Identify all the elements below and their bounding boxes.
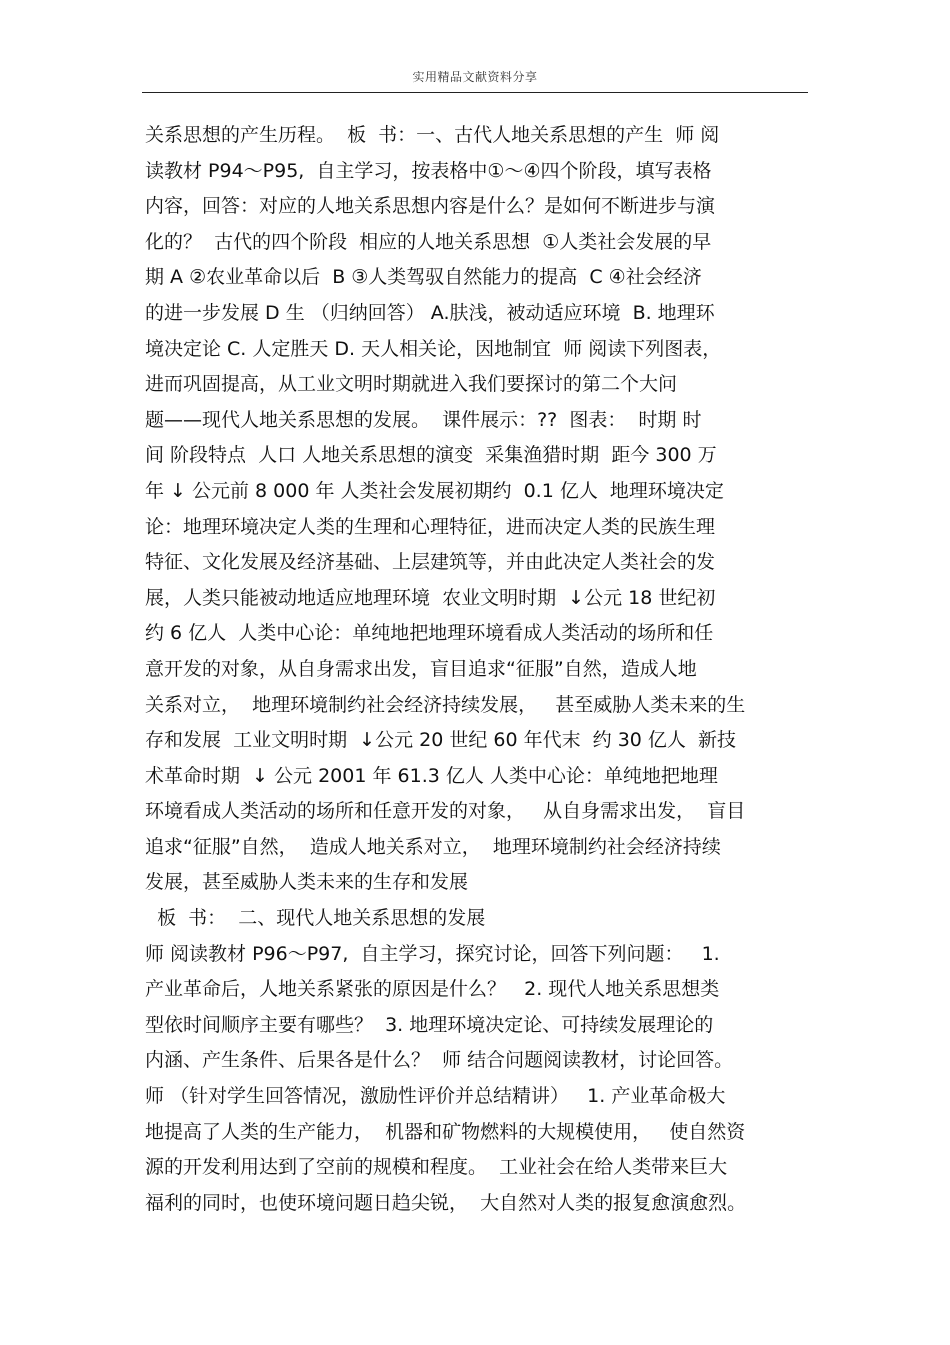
text-line: 产业革命后，人地关系紧张的原因是什么？ 2. 现代人地关系思想类 (145, 978, 720, 1001)
text-line: 关系思想的产生历程。 板 书：一、古代人地关系思想的产生 师 阅 (145, 124, 720, 146)
text-line: 型依时间顺序主要有哪些？ 3. 地理环境决定论、可持续发展理论的 (145, 1013, 714, 1036)
text-line: 地提高了人类的生产能力， 机器和矿物燃料的大规模使用， 使自然资 (145, 1120, 746, 1143)
text-line: 环境看成人类活动的场所和任意开发的对象， 从自身需求出发， 盲目 (145, 800, 746, 823)
text-line: 发展，甚至威胁人类未来的生存和发展 (145, 871, 469, 894)
text-line: 源的开发利用达到了空前的规模和程度。 工业社会在给人类带来巨大 (145, 1156, 728, 1179)
text-line: 追求“征服”自然， 造成人地关系对立， 地理环境制约社会经济持续 (145, 835, 721, 858)
text-line: 展，人类只能被动地适应地理环境 农业文明时期 ↓公元 18 世纪初 (145, 586, 716, 609)
text-line: 关系对立， 地理环境制约社会经济持续发展， 甚至威胁人类未来的生 (145, 693, 746, 716)
text-line: 间 阶段特点 人口 人地关系思想的演变 采集渔猎时期 距今 300 万 (145, 444, 717, 467)
text-line: 年 ↓ 公元前 8 000 年 人类社会发展初期约 0.1 亿人 地理环境决定 (145, 479, 724, 502)
text-line: 境决定论 C. 人定胜天 D. 天人相关论，因地制宜 师 阅读下列图表， (145, 337, 722, 360)
document-body (145, 118, 825, 1221)
text-line: 内容，回答：对应的人地关系思想内容是什么？是如何不断进步与演 (145, 195, 716, 218)
page-header-title: 实用精品文献资料分享 (412, 70, 538, 84)
header-divider (142, 92, 808, 93)
text-line: 师 （针对学生回答情况，激励性评价并总结精讲） 1. 产业革命极大 (145, 1085, 726, 1108)
text-line: 内涵、产生条件、后果各是什么？ 师 结合问题阅读教材，讨论回答。 (145, 1049, 734, 1072)
text-line: 期 A ②农业革命以后 B ③人类驾驭自然能力的提高 C ④社会经济 (145, 266, 702, 289)
text-line: 存和发展 工业文明时期 ↓公元 20 世纪 60 年代末 约 30 亿人 新技 (145, 729, 737, 752)
text-line: 的进一步发展 D 生 （归纳回答） A.肤浅，被动适应环境 B. 地理环 (145, 301, 715, 324)
text-line: 特征、文化发展及经济基础、上层建筑等，并由此决定人类社会的发 (145, 551, 716, 574)
text-line: 读教材 P94～P95, 自主学习，按表格中①～④四个阶段，填写表格 (145, 159, 712, 182)
text-line: 进而巩固提高，从工业文明时期就进入我们要探讨的第二个大问 (145, 373, 678, 396)
text-line: 术革命时期 ↓ 公元 2001 年 61.3 亿人 人类中心论：单纯地把地理 (145, 764, 718, 787)
text-line: 意开发的对象，从自身需求出发，盲目追求“征服”自然，造成人地 (145, 657, 697, 680)
text-line: 师 阅读教材 P96～P97, 自主学习，探究讨论，回答下列问题： 1. (145, 942, 720, 965)
section-heading-line: 板 书： 二、现代人地关系思想的发展 (145, 907, 486, 930)
text-line: 约 6 亿人 人类中心论：单纯地把地理环境看成人类活动的场所和任 (145, 622, 714, 645)
text-line: 化的？ 古代的四个阶段 相应的人地关系思想 ①人类社会发展的早 (145, 230, 712, 253)
text-line: 论：地理环境决定人类的生理和心理特征，进而决定人类的民族生理 (145, 515, 716, 538)
text-line: 福利的同时，也使环境问题日趋尖锐， 大自然对人类的报复愈演愈烈。 (145, 1191, 747, 1214)
text-line: 题——现代人地关系思想的发展。 课件展示：?? 图表： 时期 时 (145, 408, 702, 431)
